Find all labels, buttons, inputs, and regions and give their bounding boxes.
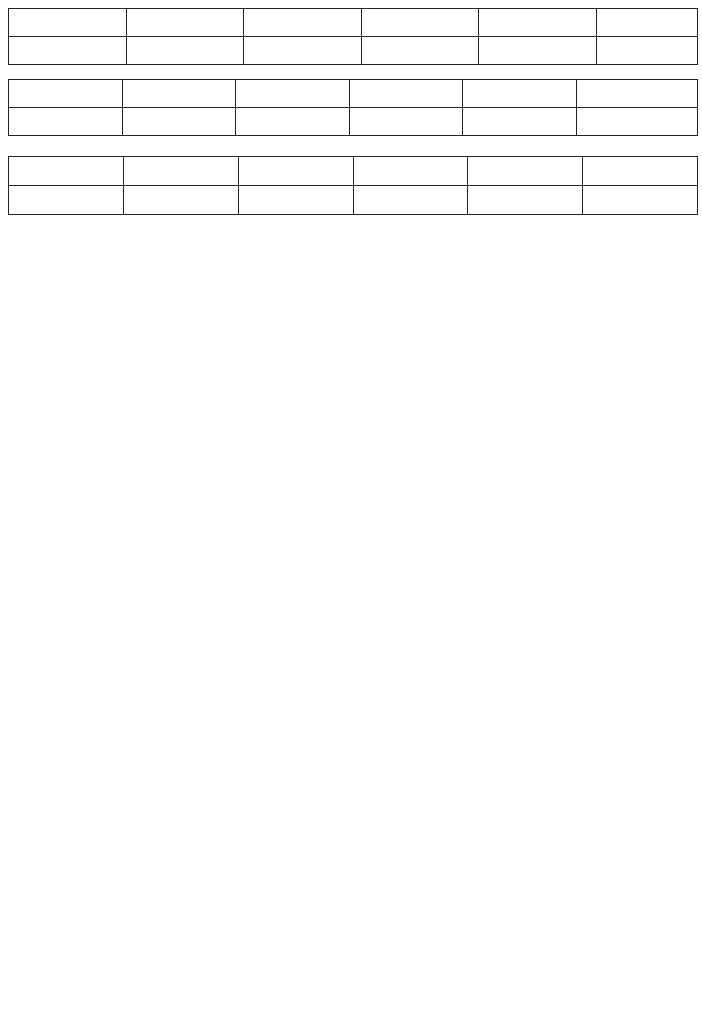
frequency-table	[8, 156, 698, 215]
table-row	[9, 80, 698, 108]
table-cell	[122, 108, 236, 136]
table-cell	[9, 108, 123, 136]
table-row	[9, 186, 698, 215]
table-row	[9, 9, 698, 37]
table-cell	[349, 80, 463, 108]
table-header-cell	[597, 37, 698, 65]
table-header-cell	[597, 9, 698, 37]
table-cell	[238, 157, 353, 186]
table-cell	[468, 157, 583, 186]
table-cell	[9, 9, 127, 37]
table-cell	[353, 157, 468, 186]
table-cell	[361, 37, 479, 65]
table-header-cell	[577, 108, 698, 136]
newspaper-distance-table	[8, 79, 698, 136]
table-cell	[463, 80, 577, 108]
table-cell	[479, 37, 597, 65]
table-cell	[353, 186, 468, 215]
table-cell	[244, 37, 362, 65]
table-cell	[126, 37, 244, 65]
table-cell	[126, 9, 244, 37]
table-cell	[122, 80, 236, 108]
table-cell	[9, 37, 127, 65]
table-cell	[463, 108, 577, 136]
table-cell	[9, 186, 124, 215]
table-cell	[244, 9, 362, 37]
table-cell	[123, 157, 238, 186]
table-header-cell	[583, 186, 698, 215]
table-row	[9, 157, 698, 186]
table-cell	[349, 108, 463, 136]
table-cell	[479, 9, 597, 37]
table-cell	[9, 157, 124, 186]
table-cell	[361, 9, 479, 37]
table-cell	[238, 186, 353, 215]
table-cell	[236, 80, 350, 108]
class-interval-table	[8, 8, 698, 65]
table-cell	[236, 108, 350, 136]
table-cell	[468, 186, 583, 215]
table-header-cell	[583, 157, 698, 186]
table-row	[9, 37, 698, 65]
table-row	[9, 108, 698, 136]
table-cell	[123, 186, 238, 215]
table-cell	[9, 80, 123, 108]
table-header-cell	[577, 80, 698, 108]
